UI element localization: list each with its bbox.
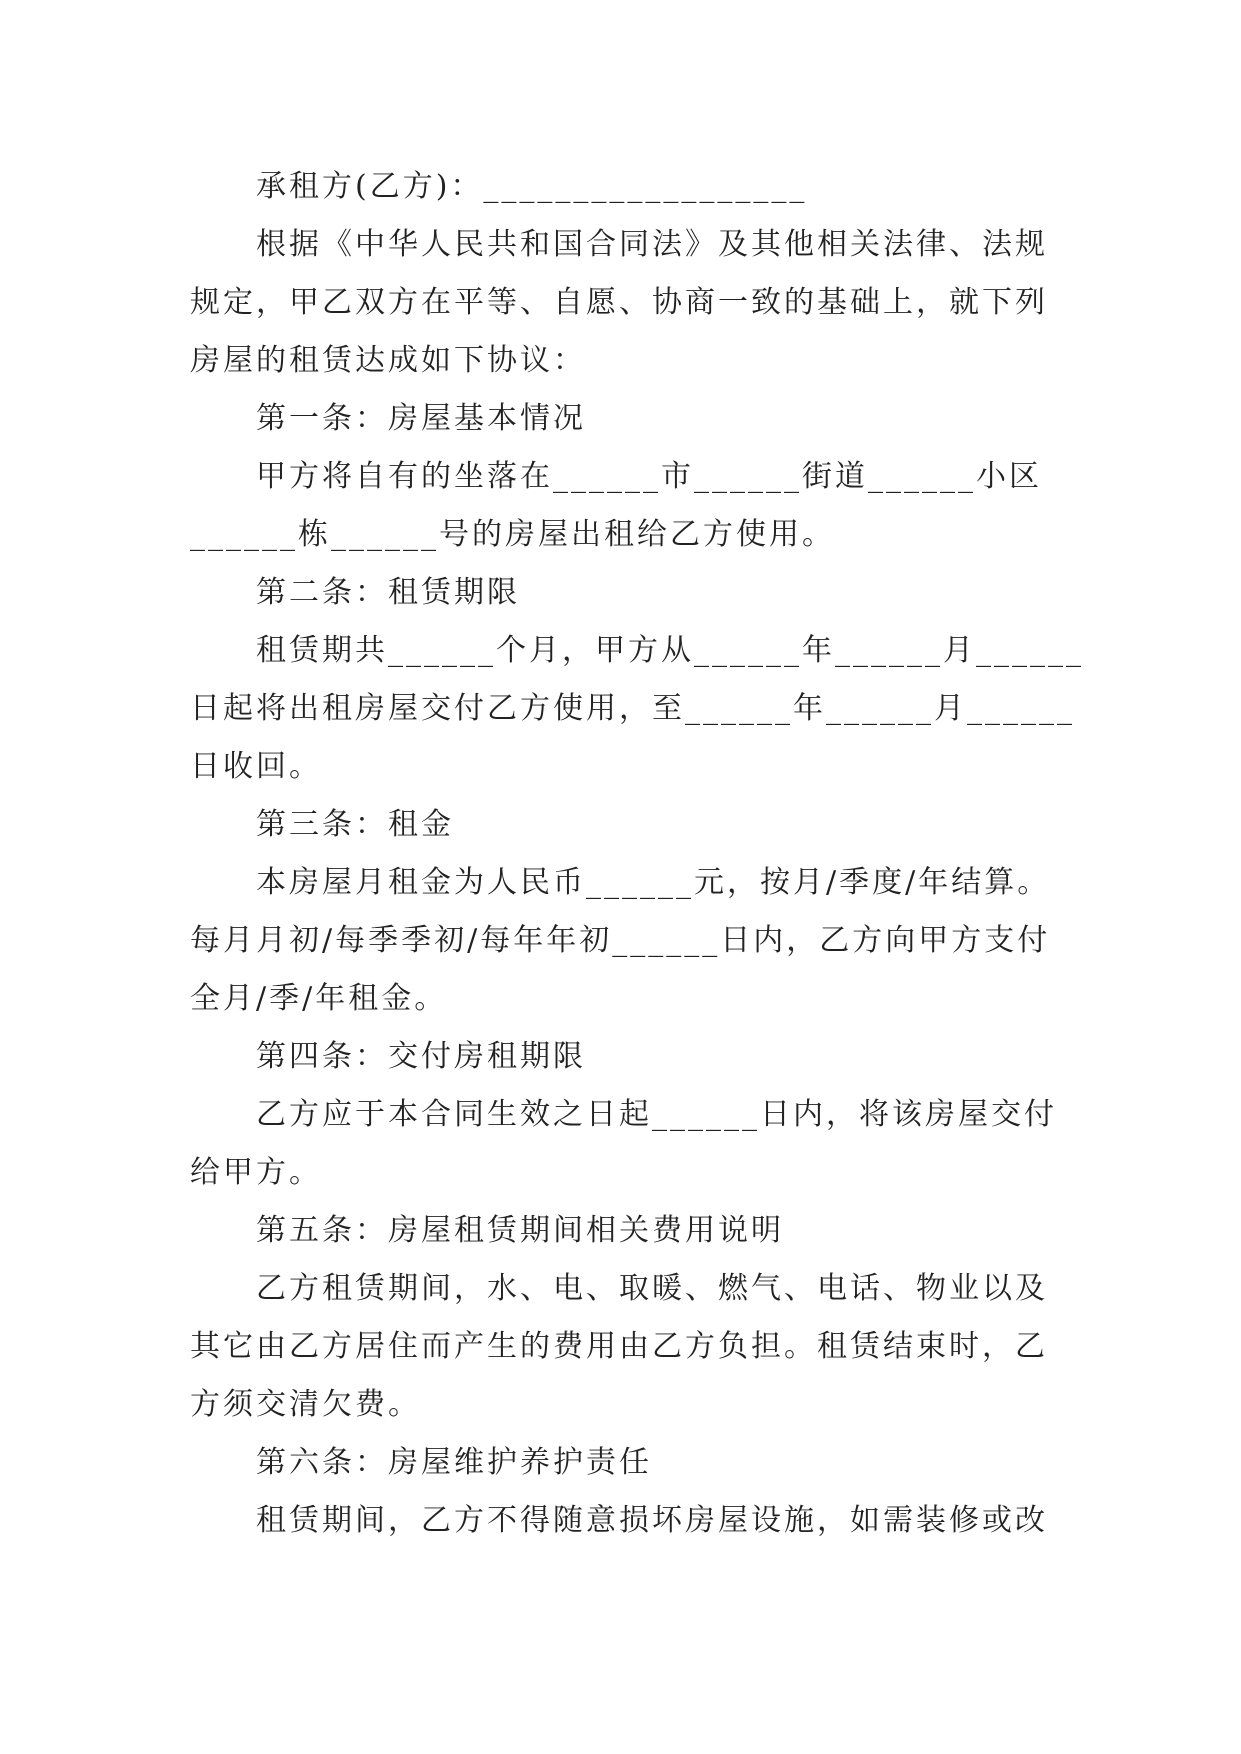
article-2-text-1: 租赁期共______个月，甲方从______年______月______ [256,633,1084,668]
article-1-text-1: 甲方将自有的坐落在______市______街道______小区 [256,459,1042,494]
article-2-heading: 第二条：租赁期限 [256,575,520,610]
article-6-heading: 第六条：房屋维护养护责任 [256,1445,652,1480]
article-4-heading: 第四条：交付房租期限 [256,1039,586,1074]
article-3-text-2: 每月月初/每季季初/每年年初______日内，乙方向甲方支付 [190,923,1051,958]
article-4-text-2: 给甲方。 [190,1155,322,1190]
article-6-text-1: 租赁期间，乙方不得随意损坏房屋设施，如需装修或改 [256,1503,1048,1538]
article-4-text-1: 乙方应于本合同生效之日起______日内，将该房屋交付 [256,1097,1057,1132]
preamble-line-3: 房屋的租赁达成如下协议： [190,343,586,378]
article-5-text-2: 其它由乙方居住而产生的费用由乙方负担。租赁结束时，乙 [190,1329,1048,1364]
article-1-heading: 第一条：房屋基本情况 [256,401,586,436]
article-3-heading: 第三条：租金 [256,807,454,842]
article-5-text-1: 乙方租赁期间，水、电、取暖、燃气、电话、物业以及 [256,1271,1048,1306]
preamble-line-1: 根据《中华人民共和国合同法》及其他相关法律、法规 [256,227,1048,262]
article-2-text-3: 日收回。 [190,749,322,784]
article-1-text-2: ______栋______号的房屋出租给乙方使用。 [190,517,835,552]
document-body [190,158,1084,1550]
article-3-text-3: 全月/季/年租金。 [190,981,448,1016]
preamble-line-2: 规定，甲乙双方在平等、自愿、协商一致的基础上，就下列 [190,285,1048,320]
article-2-text-2: 日起将出租房屋交付乙方使用，至______年______月______ [190,691,1075,726]
tenant-party-line: 承租方(乙方)：__________________ [256,169,808,204]
article-5-text-3: 方须交清欠费。 [190,1387,421,1422]
article-5-heading: 第五条：房屋租赁期间相关费用说明 [256,1213,784,1248]
article-3-text-1: 本房屋月租金为人民币______元，按月/季度/年结算。 [256,865,1051,900]
